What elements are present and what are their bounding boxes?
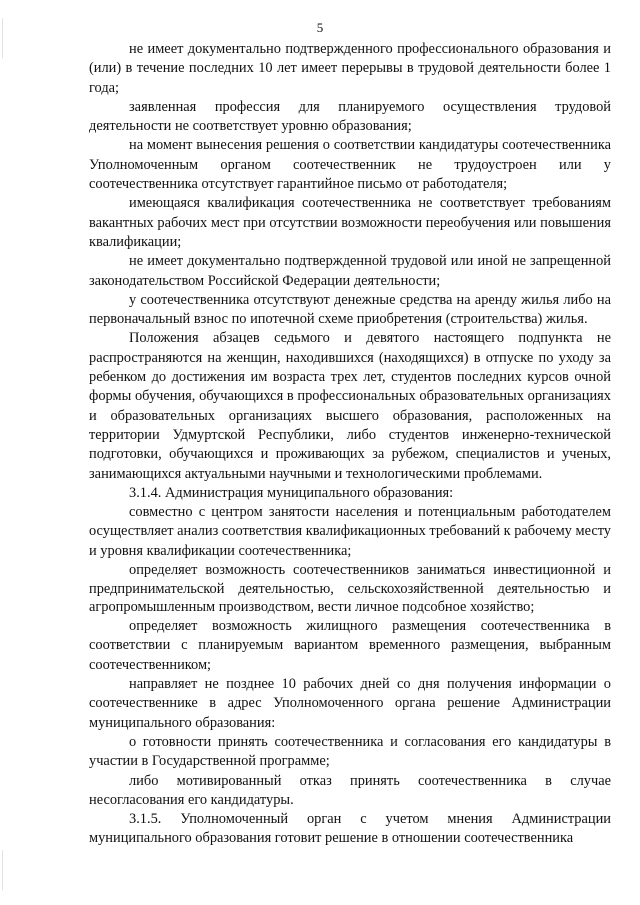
- paragraph-no-work-record: не имеет документально подтвержденной трудовой или иной не запрещенной законодательством Российской Федерации деятельности;: [89, 253, 611, 289]
- paragraph-reasoned-refusal: либо мотивированный отказ принять соотечественника в случае несогласования его кандидатуры.: [89, 772, 611, 808]
- paragraph-not-employed: на момент вынесения решения о соответствии кандидатуры соотечественника Уполномоченным органом соотечественник не трудоустроен или у соотечественника отсутствует гарантийное письмо от работодателя;: [89, 137, 611, 193]
- page-number: 5: [316, 20, 324, 35]
- paragraph-readiness-to-accept: о готовности принять соотечественника и согласования его кандидатуры в участии в Государственной программе;: [89, 733, 611, 770]
- paragraph-housing-placement: определяет возможность жилищного размещения соотечественника в соответствии с планируемым вариантом временного размещения, выбранным соотечественником;: [89, 618, 611, 673]
- paragraph-no-housing-funds: у соотечественника отсутствуют денежные средства на аренду жилья либо на первоначальный взнос по ипотечной схеме приобретения (строительства) жилья.: [89, 291, 611, 328]
- section-3-1-5-paragraph: 3.1.5. Уполномоченный орган с учетом мнения Администрации муниципального образования готовит решение в отношении соотечественника: [89, 811, 611, 847]
- paragraph-send-decision: направляет не позднее 10 рабочих дней со дня получения информации о соотечественнике в адрес Уполномоченного органа решение Администрации муниципального образования:: [89, 676, 611, 731]
- section-3-1-4-heading: 3.1.4. Администрация муниципального образования:: [129, 484, 454, 501]
- document-body: [89, 40, 611, 849]
- paragraph-joint-analysis: совместно с центром занятости населения и потенциальным работодателем осуществляет анализ соответствия квалификационных требований к рабочему месту и уровня квалификации соотечественника;: [89, 504, 611, 559]
- paragraph-business-capability: определяет возможность соотечественников заниматься инвестиционной и предпринимательской деятельностью, сельскохозяйственной деятельностью и агропромышленным производством, вести личное подсобное хозяйство;: [89, 562, 611, 616]
- scan-edge-mark: [2, 850, 3, 890]
- paragraph-profession-mismatch: заявленная профессия для планируемого осуществления трудовой деятельности не соответствует уровню образования;: [89, 98, 611, 135]
- paragraph-qualification-mismatch: имеющаяся квалификация соотечественника не соответствует требованиям вакантных рабочих мест при отсутствии возможности переобучения или повышения квалификации;: [89, 195, 611, 250]
- paragraph-no-education-record: не имеет документально подтвержденного профессионального образования и (или) в течение последних 10 лет имеет перерывы в трудовой деятельности более 1 года;: [89, 41, 611, 96]
- paragraph-exemptions: Положения абзацев седьмого и девятого настоящего подпункта не распространяются на женщин, находившихся (находящихся) в отпуске по уходу за ребенком до достижения им возраста трех лет, студентов последних курсов очной формы обучения, обучающихся в профессиональных образовательных организациях и образовательных организациях высшего образования, расположенных на территории Удмуртской Республики, либо студентов инженерно-технической подготовки, обучающихся и проживающих за рубежом, специалистов и ученых, занимающихся актуальными научными и технологическими проблемами.: [89, 330, 611, 482]
